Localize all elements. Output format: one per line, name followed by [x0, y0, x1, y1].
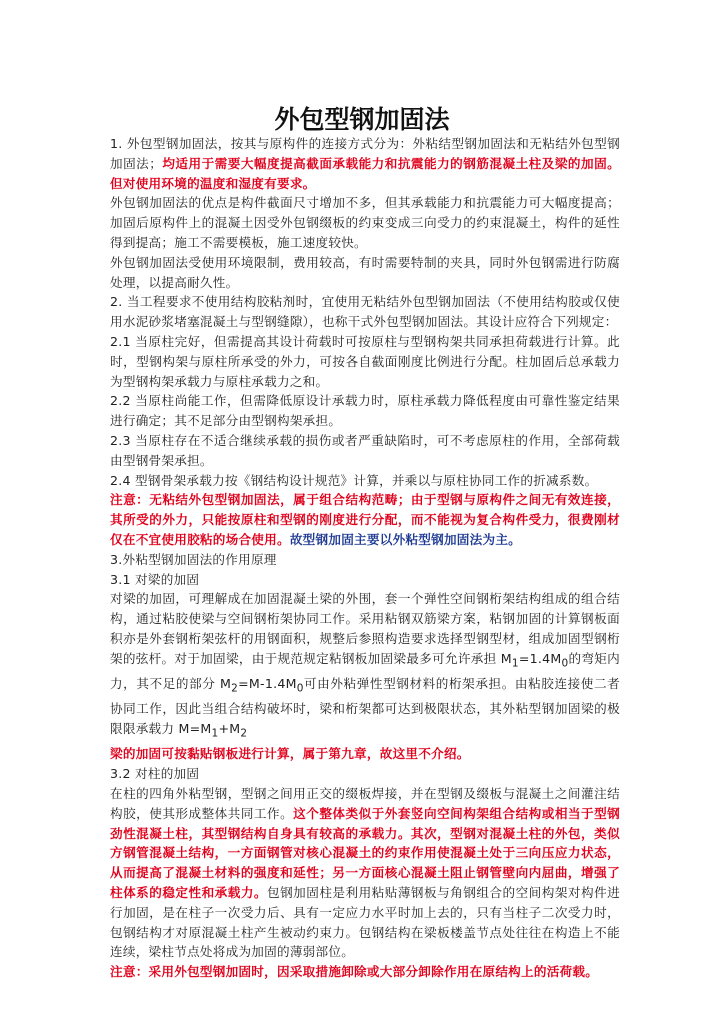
note-emphasis: 注意：无粘结外包型钢加固法，属于组合结构范畴；由于型钢与原构件之间无有效连接，其所受的外力，只能按原柱和型钢的刚度进行分配，而不能视为复合构件受力，很费刚材仅在不宜使用胶粘的场合使用。: [110, 492, 620, 547]
paragraph-1-text: 1. 外包型钢加固法，按其与原构件的连接方式分为：外粘结型钢加固法和无粘结外包型钢加固法；: [110, 136, 620, 171]
final-note: 注意：采用外包型钢加固时，因采取措施卸除或大部分卸除作用在原结构上的活荷载。: [110, 964, 599, 980]
paragraph-5: 2.1 当原柱完好，但需提高其设计荷载时可按原柱与型钢构架共同承担荷载进行计算。此时，型钢构架与原柱所承受的外力，可按各自截面刚度比例进行分配。柱加固后总承载力为型钢构架承载力与原柱承载力之和。: [110, 333, 620, 389]
column-text-1: 在柱的四角外粘型钢，型钢之间用正交的缀板焊接，并在型钢及缀板与混凝土之间灌注结构胶，使其形成整体共同工作。: [110, 786, 620, 821]
subscript: 2: [240, 727, 248, 740]
paragraph-column: [110, 784, 620, 962]
subscript: 0: [296, 682, 304, 695]
paragraph-6: 2.2 当原柱尚能工作，但需降低原设计承载力时，原柱承载力降低程度由可靠性鉴定结果进行确定；其不足部分由型钢构架承担。: [110, 393, 620, 429]
subscript: 1: [511, 657, 519, 670]
paragraph-7: 2.3 当原柱存在不适合继续承载的损伤或者严重缺陷时，可不考虑原柱的作用，全部荷载由型钢骨架承担。: [110, 432, 620, 468]
beam-text-1: 对梁的加固，可理解成在加固混凝土梁的外围，套一个弹性空间钢桁架结构组成的组合结构，通过粘胶使梁与空间钢桁架协同工作。采用粘钢双筋梁方案，粘钢加固的计算钢板面积亦是外套钢桁架弦杆的用钢面积，规整后参照构造要求选择型钢型材，组成加固型钢桁架的弦杆。对于加固梁，由于规范规定粘钢板加固梁最多可允许承担 M: [110, 591, 620, 666]
document-body: [110, 134, 620, 982]
subscript: 1: [211, 727, 219, 740]
paragraph-3: 外包钢加固法受使用环境限制，费用较高，有时需要特制的夹具，同时外包钢需进行防腐处理，以提高耐久性。: [110, 254, 620, 290]
paragraph-beam: [110, 589, 620, 744]
subscript: 0: [561, 657, 569, 670]
note-conclusion: 故型钢加固主要以外粘型钢加固法为主。: [289, 531, 521, 547]
beam-note: 梁的加固可按黏贴钢板进行计算，属于第九章，故这里不介绍。: [110, 746, 470, 762]
paragraph-1-emphasis: 均适用于需要大幅度提高截面承载能力和抗震能力的钢筋混凝土柱及梁的加固。但对使用环境的温度和湿度有要求。: [110, 155, 621, 191]
paragraph-8: 2.4 型钢骨架承载力按《钢结构设计规范》计算，并乘以与原柱协同工作的折减系数。: [110, 472, 598, 488]
paragraph-4: 2. 当工程要求不使用结构胶粘剂时，宜使用无粘结外包型钢加固法（不使用结构胶或仅使用水泥砂浆堵塞混凝土与型钢缝隙），也称干式外包型钢加固法。其设计应符合下列规定：: [110, 294, 620, 330]
beam-text-5: 可由外粘弹性型钢材料的桁架承担。由粘胶连接使二者协同工作，因此当组合结构破坏时，梁和桁架都可达到极限状态，其外粘型钢加固梁的极限限承载力 M=M: [110, 676, 621, 737]
paragraph-9: [110, 490, 620, 549]
page-title: 外包型钢加固法: [274, 105, 450, 134]
paragraph-1: [110, 134, 620, 193]
subsection-heading-3-2: 3.2 对柱的加固: [110, 766, 200, 782]
beam-text-4: =M-1.4M: [238, 676, 297, 692]
subscript: 2: [231, 682, 239, 695]
column-emphasis: 这个整体类似于外套竖向空间构架组合结构或相当于型钢劲性混凝土柱，其型钢结构自身具有较高的承载力。其次，型钢对混凝土柱的外包，类似方钢管混凝土结构，一方面钢管对核心混凝土的约束作用使混凝土处于三向压应力状态，从而提高了混凝土材料的强度和延性；另一方面核心混凝土阻止钢管壁向内屈曲，增强了柱体系的稳定性和承载力。: [110, 805, 621, 901]
section-heading-3: 3.外粘型钢加固法的作用原理: [110, 551, 277, 567]
subsection-heading-3-1: 3.1 对梁的加固: [110, 571, 200, 587]
beam-text-3: 的弯矩内力，其不足的部分 M: [110, 650, 620, 692]
column-text-2: 包钢加固柱是利用粘贴薄钢板与角钢组合的空间构架对构件进行加固，是在柱子一次受力后、具有一定应力水平时加上去的，只有当柱子二次受力时，包钢结构才对原混凝土柱产生被动约束力。包钢结构在梁板楼盖节点处往往在构造上不能连续，梁柱节点处将成为加固的薄弱部位。: [110, 885, 621, 960]
beam-text-2: =1.4M: [518, 650, 562, 666]
paragraph-2: 外包钢加固法的优点是构件截面尺寸增加不多，但其承载能力和抗震能力可大幅度提高；加固后原构件上的混凝土因受外包钢缀板的约束变成三向受力的约束混凝土，构件的延性得到提高；施工不需要模板，施工速度较快。: [110, 195, 620, 250]
beam-text-6: +M: [218, 721, 241, 737]
